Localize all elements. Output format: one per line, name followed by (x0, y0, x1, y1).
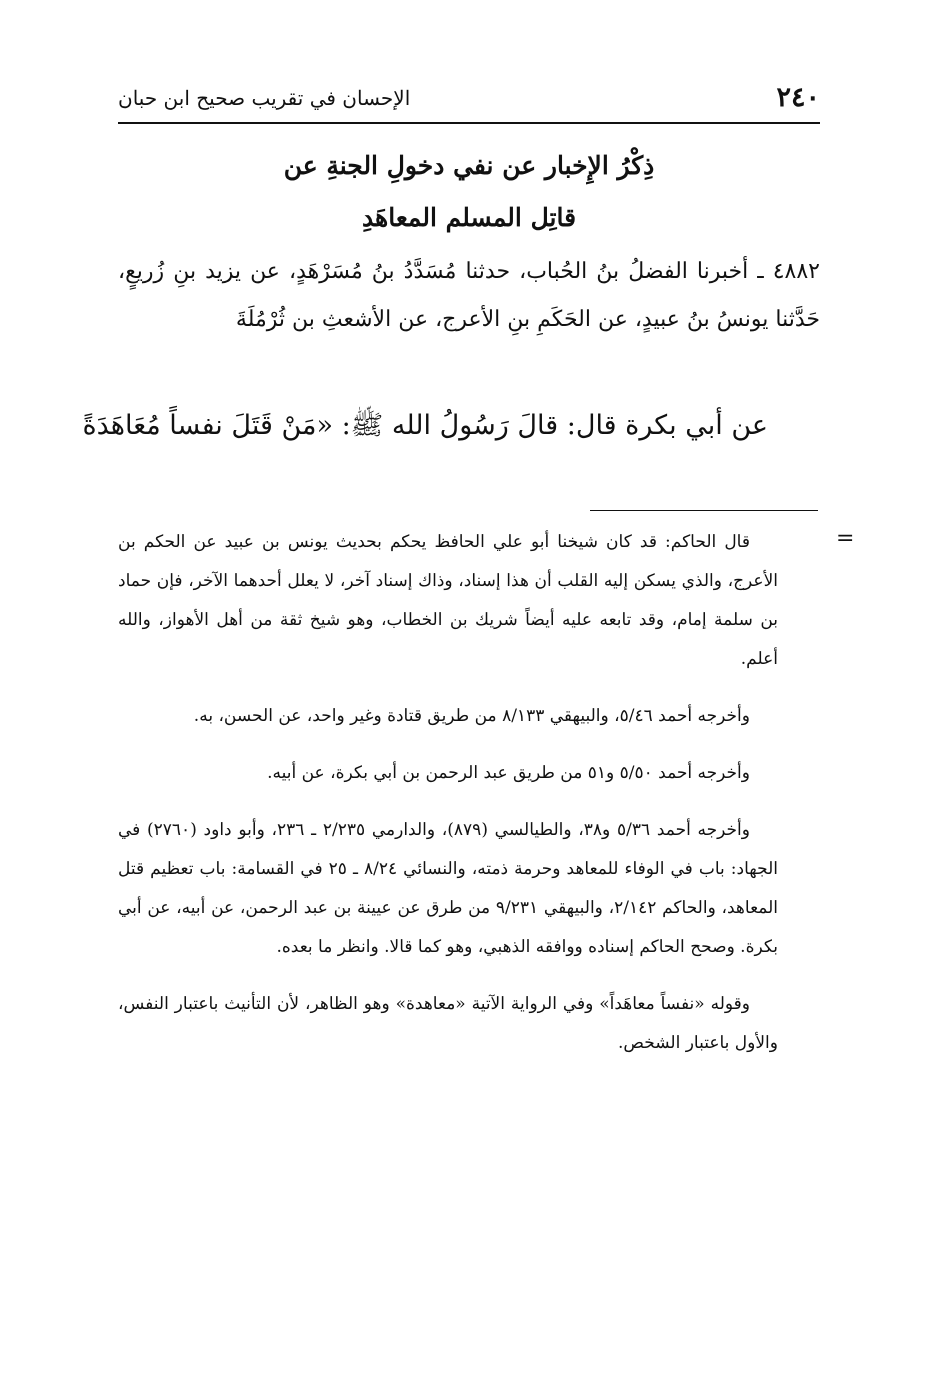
footnote-rule (590, 510, 818, 511)
page-header (118, 78, 820, 118)
header-rule (118, 122, 820, 124)
chapter-heading (118, 140, 820, 244)
running-title: الإحسان في تقريب صحيح ابن حبان (118, 86, 411, 110)
chapter-title-line-1: ذِكْرُ الإِخبار عن نفي دخولِ الجنةِ عن (283, 151, 655, 180)
footnote-continuation-mark: = (836, 526, 855, 551)
footnote-paragraph: قال الحاكم: قد كان شيخنا أبو علي الحافظ يحكم بحديث يونس بن عبيد عن الحكم بن الأعرج، والذي يسكن إليه القلب أن هذا إسناد، وذاك إسناد آخر، لا يعلل أحدهما الآخر، فإن حماد بن سلمة إمام، وقد تابعه عليه أيضاً شريك بن الخطاب، وهو شيخ ثقة من أهل الأهواز، والله أعلم. (118, 532, 778, 669)
footnote-paragraph: وأخرجه أحمد ٥/٤٦، والبيهقي ٨/١٣٣ من طريق قتادة وغير واحد، عن الحسن، به. (193, 706, 750, 726)
footnote-paragraph: وقوله «نفساً معاهَداً» وفي الرواية الآتية «معاهدة» وهو الظاهر، لأن التأنيث باعتبار النفس، والأول باعتبار الشخص. (118, 994, 778, 1053)
footnotes (118, 523, 778, 1081)
page-number: ٢٤٠ (776, 82, 820, 113)
hadith-matn: عن أبي بكرة قال: قالَ رَسُولُ الله ﷺ: «مَنْ قَتَلَ نفساً مُعَاهَدَةً (82, 410, 768, 441)
footnote-paragraph: وأخرجه أحمد ٥/٣٦ و٣٨، والطيالسي (٨٧٩)، والدارمي ٢/٢٣٥ ـ ٢٣٦، وأبو داود (٢٧٦٠) في الجهاد: باب في الوفاء للمعاهد وحرمة ذمته، والنسائي ٨/٢٤ ـ ٢٥ في القسامة: باب تعظيم قتل المعاهد، والحاكم ٢/١٤٢، والبيهقي ٩/٢٣١ من طرق عن عيينة بن عبد الرحمن، عن أبيه، عن أبي بكرة. وصحح الحاكم إسناده ووافقه الذهبي، وهو كما قالا. وانظر ما بعده. (118, 820, 779, 957)
footnote-paragraph: وأخرجه أحمد ٥/٥٠ و٥١ من طريق عبد الرحمن بن أبي بكرة، عن أبيه. (267, 763, 750, 783)
hadith-isnad: ٤٨٨٢ ـ أخبرنا الفضلُ بنُ الحُباب، حدثنا مُسَدَّدُ بنُ مُسَرْهَدٍ، عن يزيد بنِ زُريعٍ، حَدَّثنا يونسُ بنُ عبيدٍ، عن الحَكَمِ بنِ الأعرج، عن الأشعثِ بن ثُرْمُلَةَ (118, 259, 820, 332)
chapter-title-line-2: قاتِل المسلم المعاهَدِ (361, 203, 577, 232)
